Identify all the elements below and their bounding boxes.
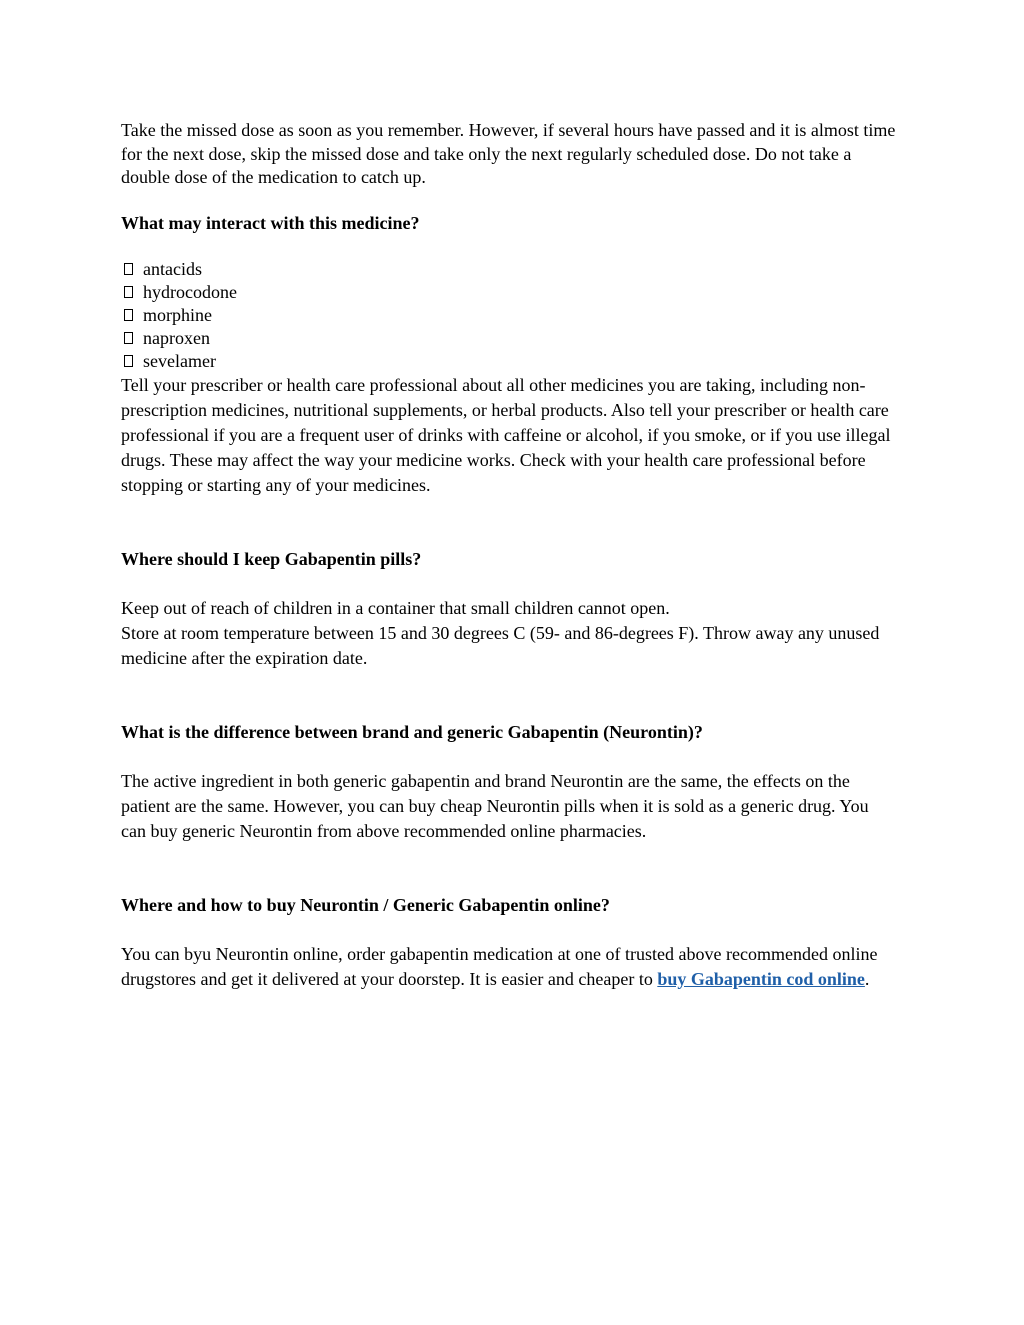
interactions-heading: What may interact with this medicine? xyxy=(121,212,420,233)
list-item-label: naproxen xyxy=(143,327,210,348)
buy-paragraph-text: You can byu Neurontin online, order gabapentin medication at one of trusted above recommended online drugstores and get it delivered at your doorstep. It is easier and cheaper to xyxy=(121,943,878,989)
storage-heading: Where should I keep Gabapentin pills? xyxy=(121,548,422,569)
buy-paragraph xyxy=(121,942,901,992)
bullet-icon xyxy=(124,309,133,321)
bullet-icon xyxy=(124,263,133,275)
buy-paragraph-trailing: . xyxy=(864,968,870,989)
list-item-label: sevelamer xyxy=(143,350,216,371)
storage-paragraph-2: Store at room temperature between 15 and 30 degrees C (59- and 86-degrees F). Throw away any unused medicine after the expiration date. xyxy=(121,622,880,668)
bullet-icon xyxy=(124,332,133,344)
list-item xyxy=(121,281,921,304)
list-item-label: antacids xyxy=(143,258,202,279)
list-item-label: morphine xyxy=(143,304,212,325)
buy-gabapentin-link[interactable]: buy Gabapentin cod online xyxy=(657,968,865,989)
list-item-label: hydrocodone xyxy=(143,281,237,302)
bullet-icon xyxy=(124,286,133,298)
interactions-list xyxy=(121,258,921,373)
bullet-icon xyxy=(124,355,133,367)
missed-dose-paragraph: Take the missed dose as soon as you remember. However, if several hours have passed and it is almost time for the next dose, skip the missed dose and take only the next regularly scheduled dose. Do not take a double dose of the medication to catch up. xyxy=(121,120,896,187)
storage-paragraph-1: Keep out of reach of children in a container that small children cannot open. xyxy=(121,597,670,618)
list-item xyxy=(121,350,921,373)
interactions-paragraph: Tell your prescriber or health care professional about all other medicines you are taking, including non-prescription medicines, nutritional supplements, or herbal products. Also tell your prescriber or health care professional if you are a frequent user of drinks with caffeine or alcohol, if you smoke, or if you use illegal drugs. These may affect the way your medicine works. Check with your health care professional before stopping or starting any of your medicines. xyxy=(121,374,891,495)
buy-heading: Where and how to buy Neurontin / Generic Gabapentin online? xyxy=(121,894,610,915)
difference-paragraph: The active ingredient in both generic gabapentin and brand Neurontin are the same, the effects on the patient are the same. However, you can buy cheap Neurontin pills when it is sold as a generic drug. You can buy generic Neurontin from above recommended online pharmacies. xyxy=(121,770,869,841)
document-page xyxy=(121,119,921,992)
list-item xyxy=(121,258,921,281)
list-item xyxy=(121,304,921,327)
list-item xyxy=(121,327,921,350)
difference-heading: What is the difference between brand and generic Gabapentin (Neurontin)? xyxy=(121,721,703,742)
